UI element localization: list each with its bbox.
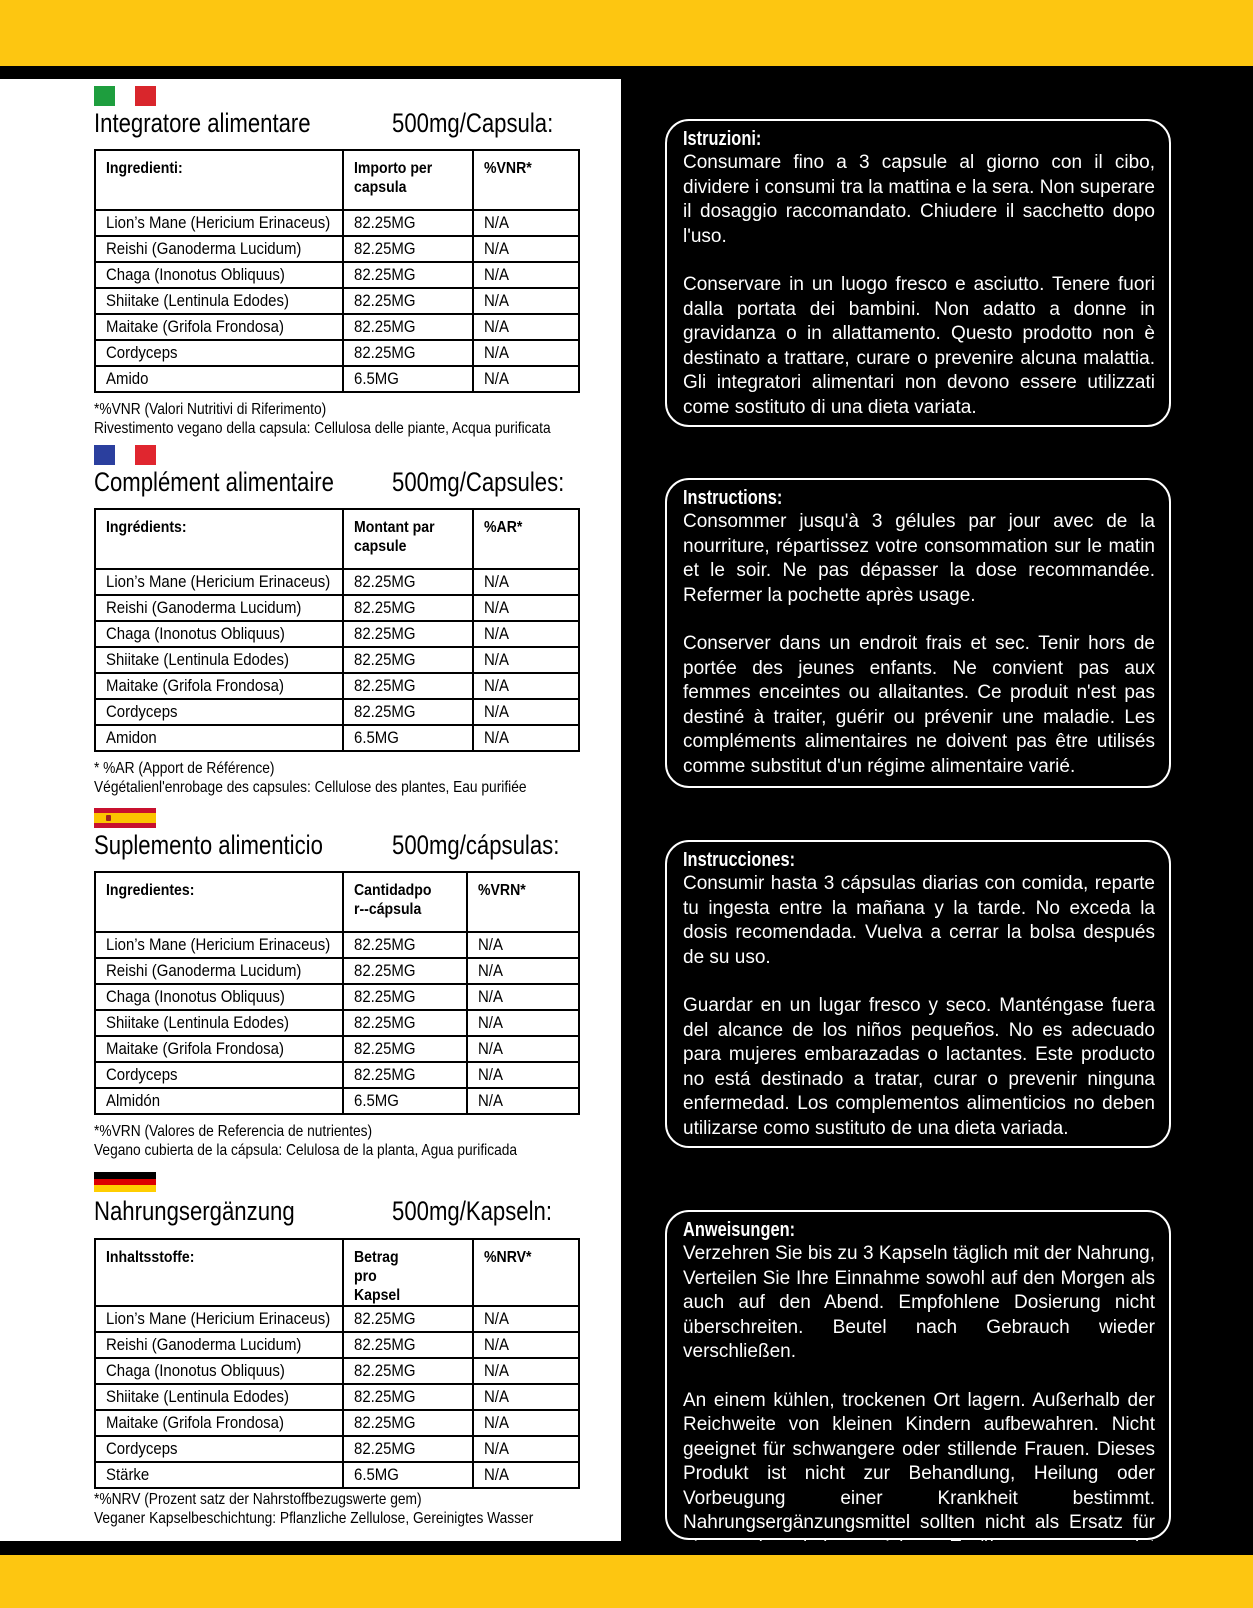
capsule-coating-note: Rivestimento vegano della capsula: Cellulosa delle piante, Acqua purificata	[94, 420, 551, 437]
top-yellow-band	[0, 0, 1253, 66]
box-title: Instructions:	[683, 487, 783, 509]
nutrition-table	[94, 1238, 580, 1489]
table-row: Maitake (Grifola Frondosa) 82.25MG N/A	[95, 1410, 579, 1436]
table-row: Stärke 6.5MG N/A	[95, 1462, 579, 1488]
column-header-reference: %VRN*	[467, 872, 579, 932]
instructions-box-french	[665, 478, 1171, 788]
table-header-row	[95, 509, 579, 569]
reference-note: *%NRV (Prozent satz der Nahrstoffbezugswerte gem)	[94, 1491, 422, 1508]
usage-paragraph: Verzehren Sie bis zu 3 Kapseln täglich mit der Nahrung, Verteilen Sie Ihre Einnahme sowohl auf den Morgen als auch auf den Abend. Empfohlene Dosierung nicht überschreiten. Beutel nach Gebrauch wieder verschließen.	[683, 1243, 1155, 1362]
table-row: Reishi (Ganoderma Lucidum) 82.25MG N/A	[95, 236, 579, 262]
reference-note: * %AR (Apport de Référence)	[94, 760, 275, 777]
table-row: Cordyceps 82.25MG N/A	[95, 699, 579, 725]
usage-paragraph: Consumare fino a 3 capsule al giorno con il cibo, dividere i consumi tra la mattina e la sera. Non superare il dosaggio raccomandato. Chiudere il sacchetto dopo l'uso.	[683, 152, 1155, 247]
product-title: Complément alimentaire	[94, 467, 334, 497]
column-header-ingredients: Ingredienti:	[95, 150, 343, 210]
reference-note: *%VRN (Valores de Referencia de nutrientes)	[94, 1123, 373, 1140]
column-header-reference: %AR*	[473, 509, 579, 569]
table-row: Amidon 6.5MG N/A	[95, 725, 579, 751]
table-row: Chaga (Inonotus Obliquus) 82.25MG N/A	[95, 262, 579, 288]
box-title: Istruzioni:	[683, 128, 762, 150]
reference-note: *%VNR (Valori Nutritivi di Riferimento)	[94, 401, 327, 418]
bottom-black-stripe	[0, 1541, 1253, 1555]
footnotes	[94, 759, 527, 797]
table-row: Shiitake (Lentinula Edodes) 82.25MG N/A	[95, 288, 579, 314]
storage-paragraph: Guardar en un lugar fresco y seco. Manténgase fuera del alcance de los niños pequeños. No es adecuado para mujeres embarazadas o lactantes. Este producto no está destinado a tratar, curar o prevenir ninguna enfermedad. Los complementos alimenticios no deben utilizarse como sustituto de una dieta variada.	[683, 995, 1155, 1139]
table-row: Maitake (Grifola Frondosa) 82.25MG N/A	[95, 314, 579, 340]
dose-title: 500mg/cápsulas:	[392, 830, 560, 860]
column-header-reference: %VNR*	[473, 150, 579, 210]
section-german	[94, 1172, 614, 1532]
product-title: Nahrungsergänzung	[94, 1196, 295, 1226]
product-title: Suplemento alimenticio	[94, 830, 323, 860]
table-header-row	[95, 872, 579, 932]
instructions-box-italian	[665, 119, 1171, 427]
german-flag-icon	[94, 1172, 156, 1192]
table-row: Chaga (Inonotus Obliquus) 82.25MG N/A	[95, 984, 579, 1010]
table-row: Shiitake (Lentinula Edodes) 82.25MG N/A	[95, 1384, 579, 1410]
box-title: Instrucciones:	[683, 849, 796, 871]
spanish-flag-icon	[94, 808, 156, 828]
box-title: Anweisungen:	[683, 1219, 796, 1241]
column-header-amount: Importo per capsula	[343, 150, 473, 210]
footnotes	[94, 1490, 533, 1528]
table-header-row	[95, 1239, 579, 1306]
footnotes	[94, 1122, 517, 1160]
table-row: Lion’s Mane (Hericium Erinaceus) 82.25MG N/A	[95, 932, 579, 958]
column-header-reference: %NRV*	[473, 1239, 579, 1306]
column-header-amount: Montant par capsule	[343, 509, 473, 569]
instructions-box-spanish	[665, 840, 1171, 1148]
usage-paragraph: Consommer jusqu'à 3 gélules par jour avec de la nourriture, répartissez votre consommation sur le matin et le soir. Ne pas dépasser la dose recommandée. Refermer la pochette après usage.	[683, 511, 1155, 606]
top-black-stripe	[0, 66, 1253, 79]
table-row: Amido 6.5MG N/A	[95, 366, 579, 392]
product-title: Integratore alimentare	[94, 108, 311, 138]
table-row: Shiitake (Lentinula Edodes) 82.25MG N/A	[95, 647, 579, 673]
table-row: Shiitake (Lentinula Edodes) 82.25MG N/A	[95, 1010, 579, 1036]
table-row: Maitake (Grifola Frondosa) 82.25MG N/A	[95, 1036, 579, 1062]
table-row: Lion’s Mane (Hericium Erinaceus) 82.25MG N/A	[95, 569, 579, 595]
nutrition-table	[94, 508, 580, 752]
table-row: Chaga (Inonotus Obliquus) 82.25MG N/A	[95, 621, 579, 647]
column-header-ingredients: Ingredientes:	[95, 872, 343, 932]
storage-paragraph: Conservare in un luogo fresco e asciutto. Tenere fuori dalla portata dei bambini. Non adatto a donne in gravidanza o in allattamento. Questo prodotto non è destinato a trattare, curare o prevenire alcuna malattia. Gli integratori alimentari non devono essere utilizzati come sostituto di una dieta variata.	[683, 274, 1155, 418]
table-row: Cordyceps 82.25MG N/A	[95, 340, 579, 366]
table-row: Cordyceps 82.25MG N/A	[95, 1436, 579, 1462]
footnotes	[94, 400, 551, 438]
table-row: Cordyceps 82.25MG N/A	[95, 1062, 579, 1088]
table-row: Lion’s Mane (Hericium Erinaceus) 82.25MG N/A	[95, 1306, 579, 1332]
column-header-amount: Cantidadpor--cápsula	[343, 872, 467, 932]
bottom-yellow-band	[0, 1555, 1253, 1608]
instructions-box-german	[665, 1210, 1171, 1540]
table-row: Lion’s Mane (Hericium Erinaceus) 82.25MG N/A	[95, 210, 579, 236]
table-header-row	[95, 150, 579, 210]
storage-paragraph: Conserver dans un endroit frais et sec. Tenir hors de portée des jeunes enfants. Ne convient pas aux femmes enceintes ou allaitantes. Ce produit n'est pas destiné à traiter, guérir ou prévenir une maladie. Les compléments alimentaires ne doivent pas être utilisés comme substitut d'un régime alimentaire varié.	[683, 633, 1155, 777]
nutrition-table	[94, 871, 580, 1115]
nutrition-table	[94, 149, 580, 393]
section-french	[94, 445, 614, 795]
table-row: Maitake (Grifola Frondosa) 82.25MG N/A	[95, 673, 579, 699]
dose-title: 500mg/Capsules:	[392, 467, 565, 497]
french-flag-icon	[94, 445, 156, 465]
section-italian	[94, 86, 614, 436]
table-row: Reishi (Ganoderma Lucidum) 82.25MG N/A	[95, 1332, 579, 1358]
table-row: Reishi (Ganoderma Lucidum) 82.25MG N/A	[95, 595, 579, 621]
table-row: Almidón 6.5MG N/A	[95, 1088, 579, 1114]
italian-flag-icon	[94, 86, 156, 106]
table-row: Reishi (Ganoderma Lucidum) 82.25MG N/A	[95, 958, 579, 984]
storage-paragraph: An einem kühlen, trockenen Ort lagern. Außerhalb der Reichweite von kleinen Kindern aufbewahren. Nicht geeignet für schwangere oder stillende Frauen. Dieses Produkt ist nicht zur Behandlung, Heilung oder Vorbeugung einer Krankheit bestimmt. Nahrungsergänzungsmittel sollten nicht als Ersatz für	[683, 1389, 1155, 1533]
usage-paragraph: Consumir hasta 3 cápsulas diarias con comida, reparte tu ingesta entre la mañana y la tarde. No exceda la dosis recomendada. Vuelva a cerrar la bolsa después de su uso.	[683, 873, 1155, 968]
dose-title: 500mg/Capsula:	[392, 108, 554, 138]
capsule-coating-note: Végétalienl'enrobage des capsules: Cellulose des plantes, Eau purifiée	[94, 779, 527, 796]
table-row: Chaga (Inonotus Obliquus) 82.25MG N/A	[95, 1358, 579, 1384]
capsule-coating-note: Veganer Kapselbeschichtung: Pflanzliche Zellulose, Gereinigtes Wasser	[94, 1510, 534, 1527]
column-header-ingredients: Inhaltsstoffe:	[95, 1239, 343, 1306]
column-header-ingredients: Ingrédients:	[95, 509, 343, 569]
column-header-amount: Betrag pro Kapsel	[343, 1239, 473, 1306]
dose-title: 500mg/Kapseln:	[392, 1196, 553, 1226]
capsule-coating-note: Vegano cubierta de la cápsula: Celulosa de la planta, Agua purificada	[94, 1142, 518, 1159]
section-spanish	[94, 808, 614, 1158]
